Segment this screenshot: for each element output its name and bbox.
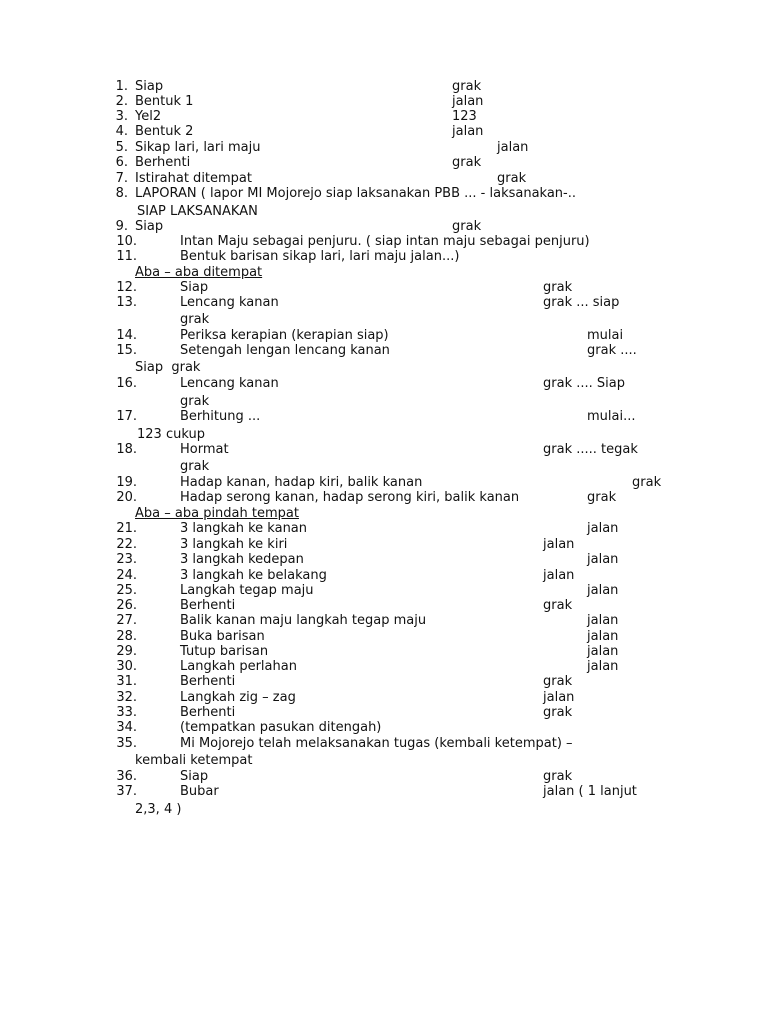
item-continuation: 123 cukup bbox=[137, 427, 205, 442]
item-text: (tempatkan pasukan ditengah) bbox=[180, 720, 382, 735]
item-command: grak bbox=[543, 674, 573, 689]
item-text: 3 langkah kedepan bbox=[180, 552, 304, 567]
item-command: grak .... bbox=[587, 343, 637, 358]
item-number: 17. bbox=[116, 409, 137, 424]
item-number: 28. bbox=[116, 629, 137, 644]
item-number: 24. bbox=[116, 568, 137, 583]
item-number: 27. bbox=[116, 613, 137, 628]
item-number: 23. bbox=[116, 552, 137, 567]
item-command: mulai bbox=[587, 328, 624, 343]
item-command: jalan bbox=[452, 94, 484, 109]
item-continuation: grak bbox=[180, 312, 210, 327]
item-number: 13. bbox=[116, 295, 137, 310]
item-continuation: grak bbox=[180, 459, 210, 474]
item-command: grak bbox=[543, 280, 573, 295]
item-text: 3 langkah ke kanan bbox=[180, 521, 308, 536]
item-command: jalan bbox=[452, 124, 484, 139]
item-command: grak bbox=[543, 598, 573, 613]
item-number: 8. bbox=[115, 186, 128, 201]
item-number: 10. bbox=[116, 234, 137, 249]
item-number: 12. bbox=[116, 280, 137, 295]
item-text: Hormat bbox=[180, 442, 229, 457]
item-text: Bubar bbox=[180, 784, 219, 799]
item-text: Siap bbox=[135, 79, 164, 94]
item-command: grak bbox=[497, 171, 527, 186]
item-text: Hadap serong kanan, hadap serong kiri, balik kanan bbox=[180, 490, 520, 505]
item-command: jalan ( 1 lanjut bbox=[543, 784, 637, 799]
item-continuation: SIAP LAKSANAKAN bbox=[137, 204, 258, 219]
item-command: jalan bbox=[543, 690, 575, 705]
item-number: 5. bbox=[115, 140, 128, 155]
item-text: Periksa kerapian (kerapian siap) bbox=[180, 328, 389, 343]
item-text: Bentuk barisan sikap lari, lari maju jalan...) bbox=[180, 249, 460, 264]
item-text: Bentuk 2 bbox=[135, 124, 194, 139]
item-text: Yel2 bbox=[135, 109, 162, 124]
section-heading-ditempat: Aba – aba ditempat bbox=[135, 265, 263, 280]
item-text: Tutup barisan bbox=[180, 644, 269, 659]
item-number: 21. bbox=[116, 521, 137, 536]
item-number: 25. bbox=[116, 583, 137, 598]
item-command: jalan bbox=[587, 521, 619, 536]
item-command: grak bbox=[587, 490, 617, 505]
item-continuation: kembali ketempat bbox=[135, 753, 253, 768]
item-command: grak bbox=[543, 705, 573, 720]
item-text: Lencang kanan bbox=[180, 376, 279, 391]
item-command: 123 bbox=[452, 109, 477, 124]
item-command: grak bbox=[543, 769, 573, 784]
item-text: Langkah zig – zag bbox=[180, 690, 296, 705]
item-text: Hadap kanan, hadap kiri, balik kanan bbox=[180, 475, 423, 490]
item-command: jalan bbox=[497, 140, 529, 155]
item-number: 37. bbox=[116, 784, 137, 799]
item-text: Siap bbox=[180, 280, 209, 295]
item-number: 3. bbox=[115, 109, 128, 124]
item-number: 6. bbox=[115, 155, 128, 170]
item-command: jalan bbox=[587, 613, 619, 628]
item-text: Mi Mojorejo telah melaksanakan tugas (kembali ketempat) – bbox=[180, 736, 573, 751]
item-command: jalan bbox=[587, 659, 619, 674]
item-command: jalan bbox=[543, 537, 575, 552]
item-text: Istirahat ditempat bbox=[135, 171, 252, 186]
item-text: Bentuk 1 bbox=[135, 94, 194, 109]
item-text: Siap bbox=[135, 219, 164, 234]
item-text: Lencang kanan bbox=[180, 295, 279, 310]
item-command: jalan bbox=[587, 644, 619, 659]
item-text: Berhenti bbox=[180, 674, 236, 689]
item-text: Setengah lengan lencang kanan bbox=[180, 343, 390, 358]
item-number: 32. bbox=[116, 690, 137, 705]
item-number: 1. bbox=[115, 79, 128, 94]
item-text: Berhenti bbox=[180, 705, 236, 720]
item-text: 3 langkah ke belakang bbox=[180, 568, 327, 583]
item-number: 29. bbox=[116, 644, 137, 659]
item-number: 31. bbox=[116, 674, 137, 689]
item-number: 2. bbox=[115, 94, 128, 109]
item-text: Berhenti bbox=[180, 598, 236, 613]
item-number: 33. bbox=[116, 705, 137, 720]
item-command: grak bbox=[632, 475, 662, 490]
item-continuation: grak bbox=[180, 394, 210, 409]
item-command: jalan bbox=[587, 629, 619, 644]
item-text: Buka barisan bbox=[180, 629, 265, 644]
item-number: 14. bbox=[116, 328, 137, 343]
item-number: 4. bbox=[115, 124, 128, 139]
item-text: Siap bbox=[180, 769, 209, 784]
item-command: grak ... siap bbox=[543, 295, 620, 310]
item-number: 34. bbox=[116, 720, 137, 735]
item-command: grak bbox=[452, 219, 482, 234]
item-number: 7. bbox=[115, 171, 128, 186]
item-text: LAPORAN ( lapor MI Mojorejo siap laksanakan PBB ... - laksanakan-.. bbox=[135, 186, 576, 201]
item-command: jalan bbox=[543, 568, 575, 583]
item-text: Sikap lari, lari maju bbox=[135, 140, 261, 155]
item-command: grak bbox=[452, 79, 482, 94]
item-text: 3 langkah ke kiri bbox=[180, 537, 288, 552]
item-continuation: 2,3, 4 ) bbox=[135, 802, 182, 817]
item-number: 15. bbox=[116, 343, 137, 358]
item-number: 19. bbox=[116, 475, 137, 490]
item-continuation: Siap grak bbox=[135, 360, 201, 375]
item-command: grak ..... tegak bbox=[543, 442, 638, 457]
item-command: mulai... bbox=[587, 409, 636, 424]
item-text: Balik kanan maju langkah tegap maju bbox=[180, 613, 427, 628]
item-number: 36. bbox=[116, 769, 137, 784]
item-number: 18. bbox=[116, 442, 137, 457]
item-number: 35. bbox=[116, 736, 137, 751]
item-number: 30. bbox=[116, 659, 137, 674]
item-number: 16. bbox=[116, 376, 137, 391]
item-number: 22. bbox=[116, 537, 137, 552]
item-number: 11. bbox=[116, 249, 137, 264]
section-heading-pindah-tempat: Aba – aba pindah tempat bbox=[135, 506, 299, 521]
item-command: jalan bbox=[587, 583, 619, 598]
item-command: grak .... Siap bbox=[543, 376, 625, 391]
item-number: 9. bbox=[115, 219, 128, 234]
item-text: Intan Maju sebagai penjuru. ( siap intan maju sebagai penjuru) bbox=[180, 234, 590, 249]
item-number: 20. bbox=[116, 490, 137, 505]
item-text: Langkah perlahan bbox=[180, 659, 297, 674]
item-text: Langkah tegap maju bbox=[180, 583, 314, 598]
item-text: Berhitung ... bbox=[180, 409, 261, 424]
item-command: jalan bbox=[587, 552, 619, 567]
item-number: 26. bbox=[116, 598, 137, 613]
item-text: Berhenti bbox=[135, 155, 191, 170]
item-command: grak bbox=[452, 155, 482, 170]
